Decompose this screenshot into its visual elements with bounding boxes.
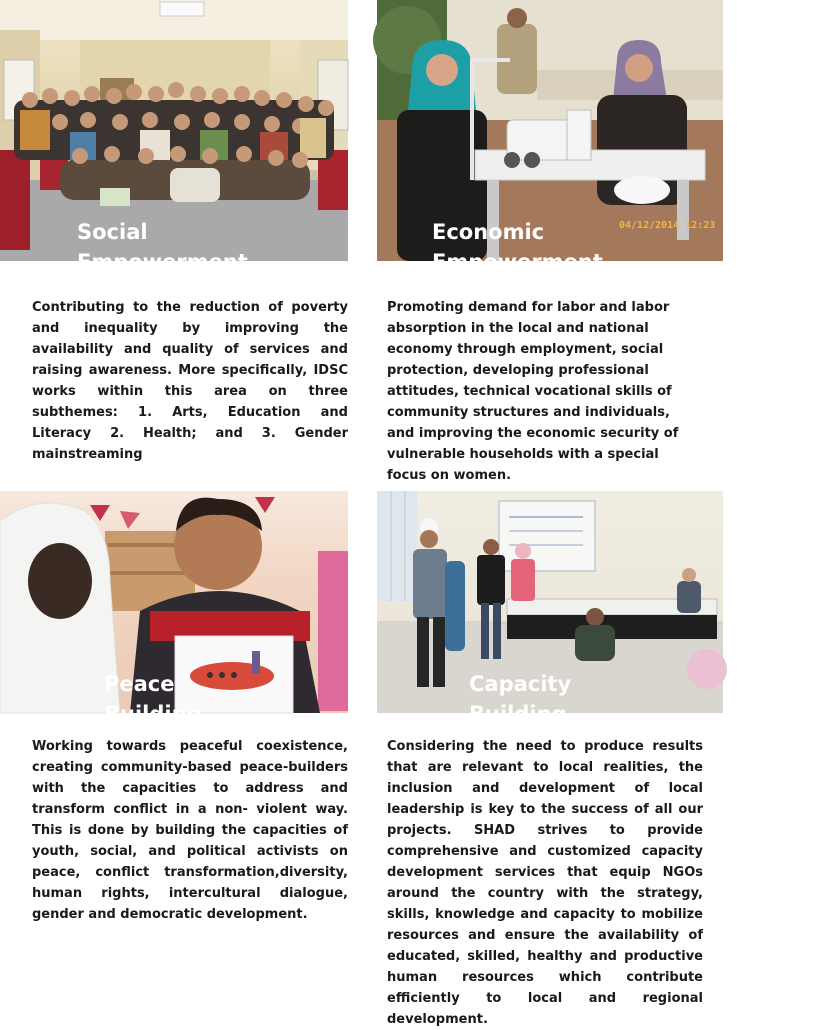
economic-empowerment-photo (377, 0, 723, 274)
section-title-line-2: Empowerment (432, 250, 603, 274)
social-empowerment-photo (0, 0, 348, 274)
section-title-line-1: Social (77, 220, 148, 244)
section-title (469, 669, 815, 729)
section-title-line-2: Empowerment (77, 250, 248, 274)
peace-building-photo (0, 491, 348, 726)
capacity-building-description: Considering the need to produce results that are relevant to local realities, the inclusion and development of local leadership is key to the success of all our projects. SHAD strives to provide comprehensive and customized capacity development services that equip NGOs around the country with the strategy, skills, knowledge and capacity to mobilize resources and ensure the availability of educated, skilled, healthy and productive human resources which contribute efficiently to local and regional development. (387, 739, 703, 1027)
section-title (77, 217, 425, 277)
section-title (432, 217, 778, 277)
photo-timestamp: 04/12/2014 12:23 (619, 220, 716, 231)
section-title-line-1: Capacity (469, 672, 572, 696)
capacity-building-photo (377, 491, 723, 726)
section-title-line-1: Economic (432, 220, 545, 244)
economic-empowerment-description: Promoting demand for labor and labor absorption in the local and national economy through employment, social protection, developing professional attitudes, technical vocational skills of community structures and individuals, and improving the economic security of vulnerable households with a special focus on women. (387, 300, 679, 483)
peace-building-description: Working towards peaceful coexistence, creating community-based peace-builders with the capacities to address and transform conflict in a non- violent way. This is done by building the capacities of youth, social, and political activists on peace, conflict transformation,diversity, human rights, intercultural dialogue, gender and democratic development. (32, 739, 348, 922)
section-title-line-2: Building (104, 702, 202, 726)
section-title-line-1: Peace (104, 672, 175, 696)
social-empowerment-description: Contributing to the reduction of poverty and inequality by improving the availability and quality of services and raising awareness. More specifically, IDSC works within this area on three subthemes: 1. Arts, Education and Literacy 2. Health; and 3. Gender mainstreaming (32, 300, 348, 462)
section-title-line-2: Building (469, 702, 567, 726)
